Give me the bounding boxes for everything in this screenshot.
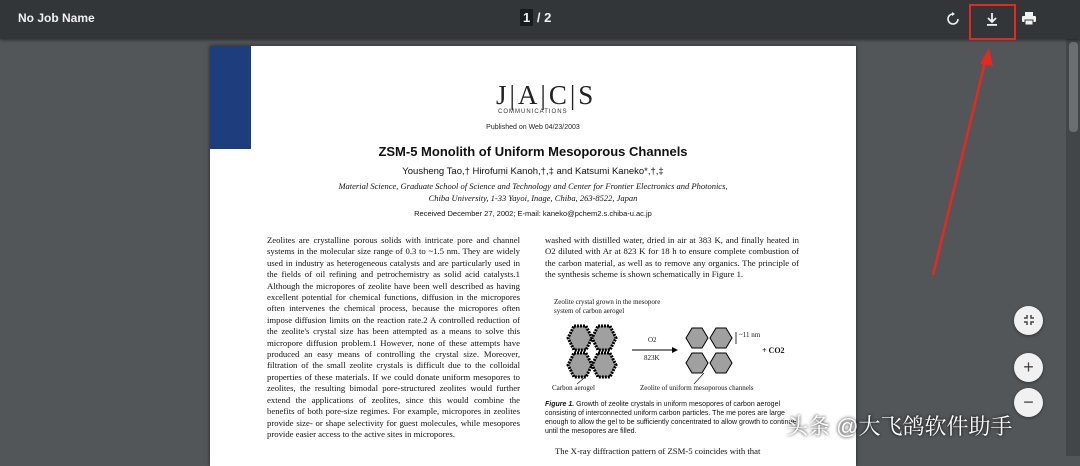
- journal-logo: J|A|C|S: [496, 80, 597, 110]
- total-pages: / 2: [536, 10, 552, 25]
- affiliation-line-2: Chiba University, 1-33 Yayoi, Inage, Chiba, 263-8522, Japan: [428, 193, 638, 203]
- paper-title: ZSM-5 Monolith of Uniform Mesoporous Channels: [378, 144, 688, 159]
- zoom-in-button[interactable]: +: [1014, 353, 1043, 382]
- published-date: Published on Web 04/23/2003: [486, 124, 580, 131]
- caption-lead: Figure 1.: [545, 401, 575, 408]
- figure-co2: + CO2: [762, 346, 785, 355]
- figure-nm: ~11 nm: [739, 331, 761, 339]
- figure-label-top-1: Zeolite crystal grown in the mesopore: [554, 298, 661, 306]
- figure-zeolite-label: Zeolite of uniform mesoporous channels: [640, 384, 754, 392]
- journal-section: COMMUNICATIONS: [498, 109, 568, 115]
- right-column-text-2: The X-ray diffraction pattern of ZSM-5 coincides with that: [555, 446, 761, 456]
- right-column-text: washed with distilled water, dried in air at 383 K, and finally heated in O2 diluted with Ar at 823 K for 18 h to ensure complete combustion of the carbon material, as well as to remove any organics. The principle of the synthesis scheme is shown schematically in Figure 1.: [545, 235, 799, 280]
- document-title: No Job Name: [18, 11, 95, 25]
- affiliation-line-1: Material Science, Graduate School of Science and Technology and Center for Frontier Electronics and Photonics,: [338, 181, 728, 191]
- figure-temp: 823K: [644, 354, 660, 362]
- figure-carbon-label: Carbon aerogel: [552, 384, 595, 392]
- received-line: Received December 27, 2002; E-mail: kaneko@pchem2.s.chiba-u.ac.jp: [414, 209, 652, 218]
- zoom-out-button[interactable]: −: [1014, 388, 1043, 417]
- caption-text: Growth of zeolite crystals in uniform mesopores of carbon aerogel consisting of interconnected uniform carbon particles. The me pores are large enough to allow the gel to be sufficiently concentrated to allow growth to continue until the mesopores are filled.: [545, 401, 797, 435]
- current-page-input[interactable]: 1: [520, 9, 533, 26]
- paper-authors: Yousheng Tao,† Hirofumi Kanoh,†,‡ and Katsumi Kaneko*,†,‡: [402, 166, 664, 177]
- figure-label-top-2: system of carbon aerogel: [554, 307, 625, 315]
- figure-o2: O2: [648, 336, 657, 344]
- watermark-text: 头条 @大飞鸽软件助手: [786, 414, 1013, 439]
- left-column-text: Zeolites are crystalline porous solids with intricate pore and channel systems in the molecular size range of 0.3 to ~1.5 nm. They are widely used in industry as heterogeneous catalysts and are particularly used in the fields of oil refining and petrochemistry as solid acid catalysts.1 Although the micropores of zeolite have been well described as having excellent potential for chemical functions, diffusion in the micropores often intervenes the chemical process, because the micropores often impose diffusion limits on the reaction rate.2 A controlled reduction of the zeolite's crystal size has been attempted as a means to solve this micropore diffusion problem.1 However, none of these attempts have produced an easy means of controlling the crystal size. Moreover, filtration of the small zeolite crystals is difficult due to the colloidal properties of these materials. If we could donate uniform mesopores to zeolites, the resulting bimodal pore-structured zeolites would further extend the applications of zeolites, since this would combine the benefits of both pore-size regimes. For example, micropores in zeolites provide size- or shape selectivity for guest molecules, while mesopores provide easier access to the active sites in micropores.: [267, 235, 520, 439]
